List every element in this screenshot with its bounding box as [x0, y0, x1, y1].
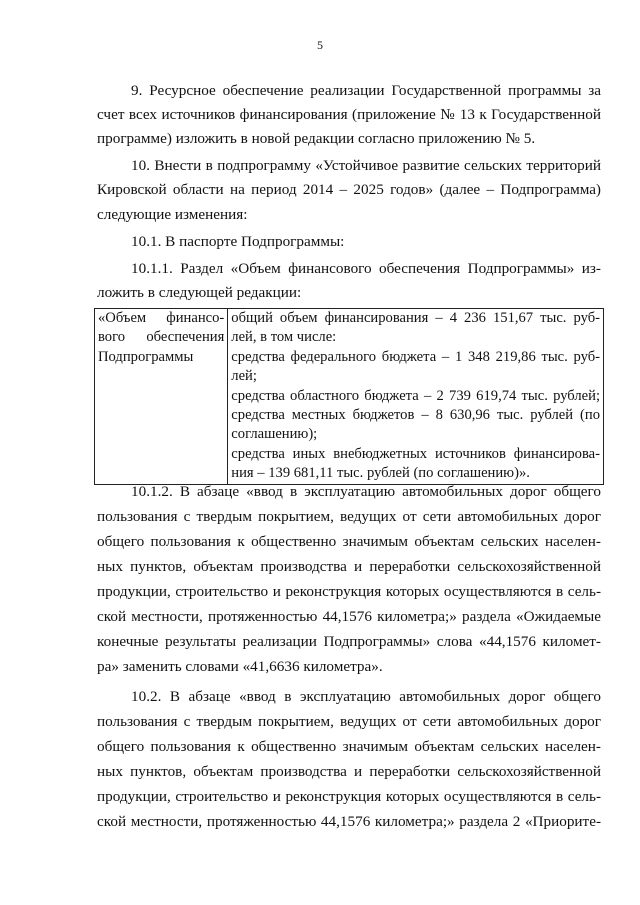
table-label-line-1: «Объем финансо- — [98, 310, 225, 326]
paragraph-10-line-2: Кировской области на период 2014 – 2025 годов» (далее – Подпрограмма) — [97, 181, 601, 198]
paragraph-10-2-line-5: продукции, строительство и реконструкция которых осуществляются в сель- — [97, 788, 601, 805]
paragraph-10-2-line-2: пользования с твердым покрытием, ведущих от сети автомобильных дорог — [97, 713, 601, 730]
financing-table — [94, 308, 604, 485]
paragraph-9-line-1: 9. Ресурсное обеспечение реализации Государственной программы за — [131, 82, 601, 99]
paragraph-10-1-2-line-5: продукции, строительство и реконструкция которых осуществляются в сель- — [97, 583, 601, 600]
paragraph-10-1-2-line-8: ра» заменить словами «41,6636 километра». — [97, 658, 383, 675]
paragraph-9-line-2: счет всех источников финансирования (приложение № 13 к Государственной — [97, 106, 601, 123]
table-cell-label — [95, 309, 228, 485]
table-value-line-1: общий объем финансирования – 4 236 151,67 тыс. руб- — [231, 310, 600, 326]
table-label-line-3: Подпрограммы — [98, 348, 194, 365]
paragraph-9-line-3: программе) изложить в новой редакции согласно приложению № 5. — [97, 130, 536, 147]
paragraph-10-2-line-3: общего пользования к общественно значимым объектам сельских населен- — [97, 738, 601, 755]
table-value-line-3: средства федерального бюджета – 1 348 219,86 тыс. руб- — [231, 348, 600, 365]
paragraph-10-1-2-line-1: 10.1.2. В абзаце «ввод в эксплуатацию автомобильных дорог общего — [131, 483, 601, 500]
paragraph-10-1-2-line-7: конечные результаты реализации Подпрограммы» слова «44,1576 километ- — [97, 633, 601, 650]
table-label-line-2: вого обеспечения — [98, 329, 225, 346]
paragraph-10-1-2-line-3: общего пользования к общественно значимым объектам сельских населен- — [97, 533, 601, 550]
paragraph-10-2-line-1: 10.2. В абзаце «ввод в эксплуатацию автомобильных дорог общего — [131, 688, 601, 705]
paragraph-10-2-line-4: ных пунктов, объектам производства и переработки сельскохозяйственной — [97, 763, 601, 780]
table-value-line-8: средства иных внебюджетных источников финансирова- — [231, 445, 600, 462]
table-value-line-9: ния – 139 681,11 тыс. рублей (по соглашению)». — [231, 465, 530, 482]
paragraph-10-1-2-line-6: ской местности, протяженностью 44,1576 километра;» раздела «Ожидаемые — [97, 608, 601, 625]
paragraph-10-2-line-6: ской местности, протяженностью 44,1576 километра;» раздела 2 «Приорите- — [97, 813, 601, 830]
table-value-line-6: средства местных бюджетов – 8 630,96 тыс. рублей (по — [231, 407, 600, 424]
table-value-line-5: средства областного бюджета – 2 739 619,74 тыс. рублей; — [231, 387, 600, 404]
table-row — [95, 309, 604, 485]
table-value-line-7: соглашению); — [231, 426, 318, 443]
paragraph-10-1-1-line-2: ложить в следующей редакции: — [97, 284, 302, 301]
page-number: 5 — [317, 38, 323, 52]
table-value-line-4: лей; — [231, 368, 257, 385]
paragraph-10-1-line-1: 10.1. В паспорте Подпрограммы: — [131, 233, 345, 250]
paragraph-10-line-1: 10. Внести в подпрограмму «Устойчивое развитие сельских территорий — [131, 157, 601, 174]
paragraph-10-1-1-line-1: 10.1.1. Раздел «Объем финансового обеспечения Подпрограммы» из- — [131, 260, 601, 277]
table-value-line-2: лей, в том числе: — [231, 329, 337, 346]
table-cell-value — [228, 309, 604, 485]
paragraph-10-line-3: следующие изменения: — [97, 206, 248, 223]
paragraph-10-1-2-line-2: пользования с твердым покрытием, ведущих от сети автомобильных дорог — [97, 508, 601, 525]
paragraph-10-1-2-line-4: ных пунктов, объектам производства и переработки сельскохозяйственной — [97, 558, 601, 575]
